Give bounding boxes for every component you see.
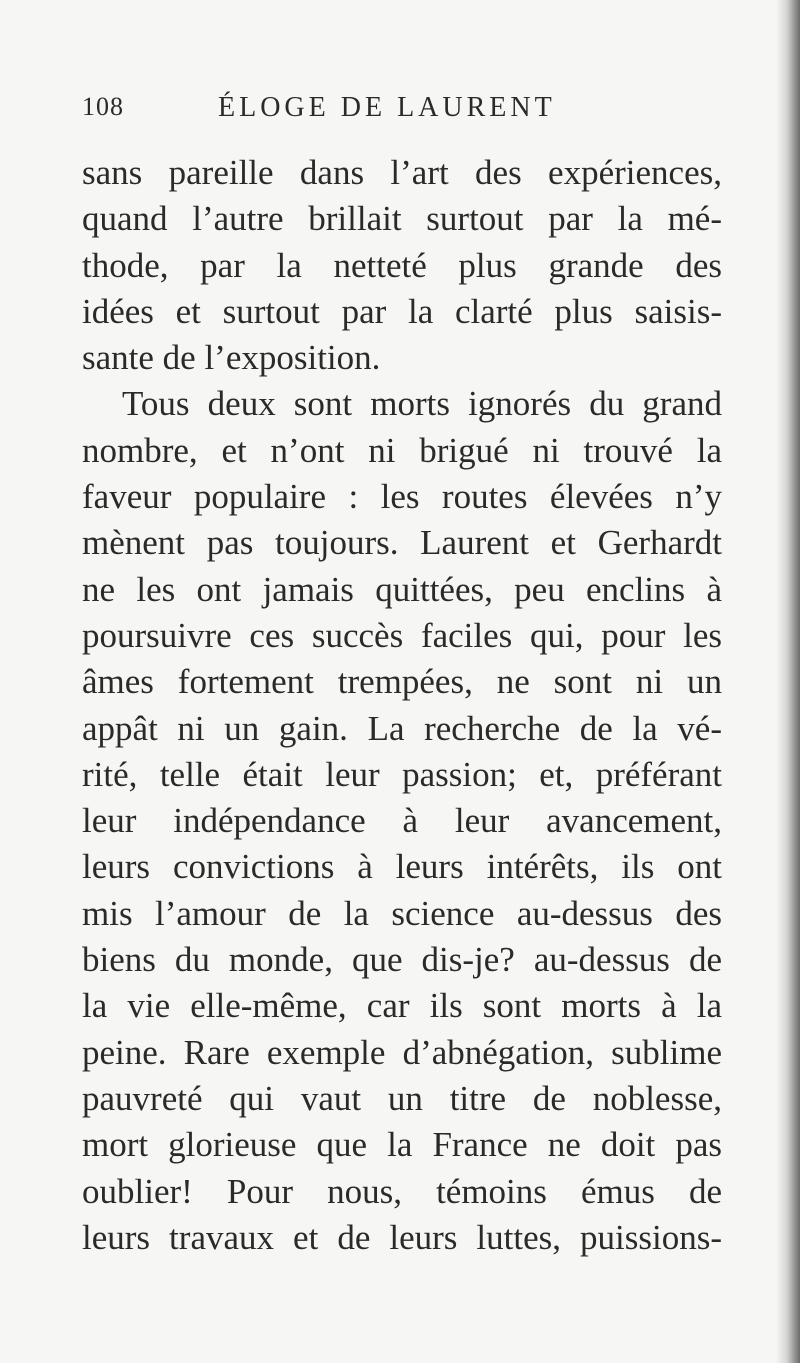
text-line: rité, telle était leur passion; et, préférant <box>82 754 722 794</box>
page-edge-shadow <box>776 0 800 1363</box>
text-line: leur indépendance à leur avancement, <box>82 801 722 841</box>
text-line: âmes fortement trempées, ne sont ni un <box>82 662 722 702</box>
text-line: thode, par la netteté plus grande des <box>82 245 722 285</box>
text-line: faveur populaire : les routes élevées n’y <box>82 477 722 517</box>
text-line: nombre, et n’ont ni brigué ni trouvé la <box>82 430 722 470</box>
text-line: la vie elle-même, car ils sont morts à la <box>82 986 722 1026</box>
text-line: mort glorieuse que la France ne doit pas <box>82 1125 722 1165</box>
text-line: quand l’autre brillait surtout par la mé- <box>82 199 722 239</box>
text-line: leurs convictions à leurs intérêts, ils ont <box>82 847 722 887</box>
text-line: leurs travaux et de leurs luttes, puissions- <box>82 1217 722 1257</box>
text-line: sans pareille dans l’art des expériences, <box>82 153 722 192</box>
text-line: mènent pas toujours. Laurent et Gerhardt <box>82 523 722 563</box>
text-line: sante de l’exposition. <box>82 338 381 378</box>
running-title: ÉLOGE DE LAURENT <box>218 92 556 123</box>
running-head <box>82 92 722 128</box>
text-line: pauvreté qui vaut un titre de noblesse, <box>82 1078 722 1118</box>
text-line: appât ni un gain. La recherche de la vé- <box>82 708 722 748</box>
text-line: peine. Rare exemple d’abnégation, sublime <box>82 1032 722 1072</box>
text-line: ne les ont jamais quittées, peu enclins à <box>82 569 722 609</box>
text-line: Tous deux sont morts ignorés du grand <box>122 384 722 424</box>
text-line: poursuivre ces succès faciles qui, pour les <box>82 615 722 655</box>
text-line: idées et surtout par la clarté plus saisis- <box>82 291 722 331</box>
body-text <box>82 150 722 1261</box>
text-line: biens du monde, que dis-je? au-dessus de <box>82 940 722 980</box>
page-number: 108 <box>82 92 124 121</box>
text-line: mis l’amour de la science au-dessus des <box>82 893 722 933</box>
text-line: oublier! Pour nous, témoins émus de <box>82 1171 722 1211</box>
